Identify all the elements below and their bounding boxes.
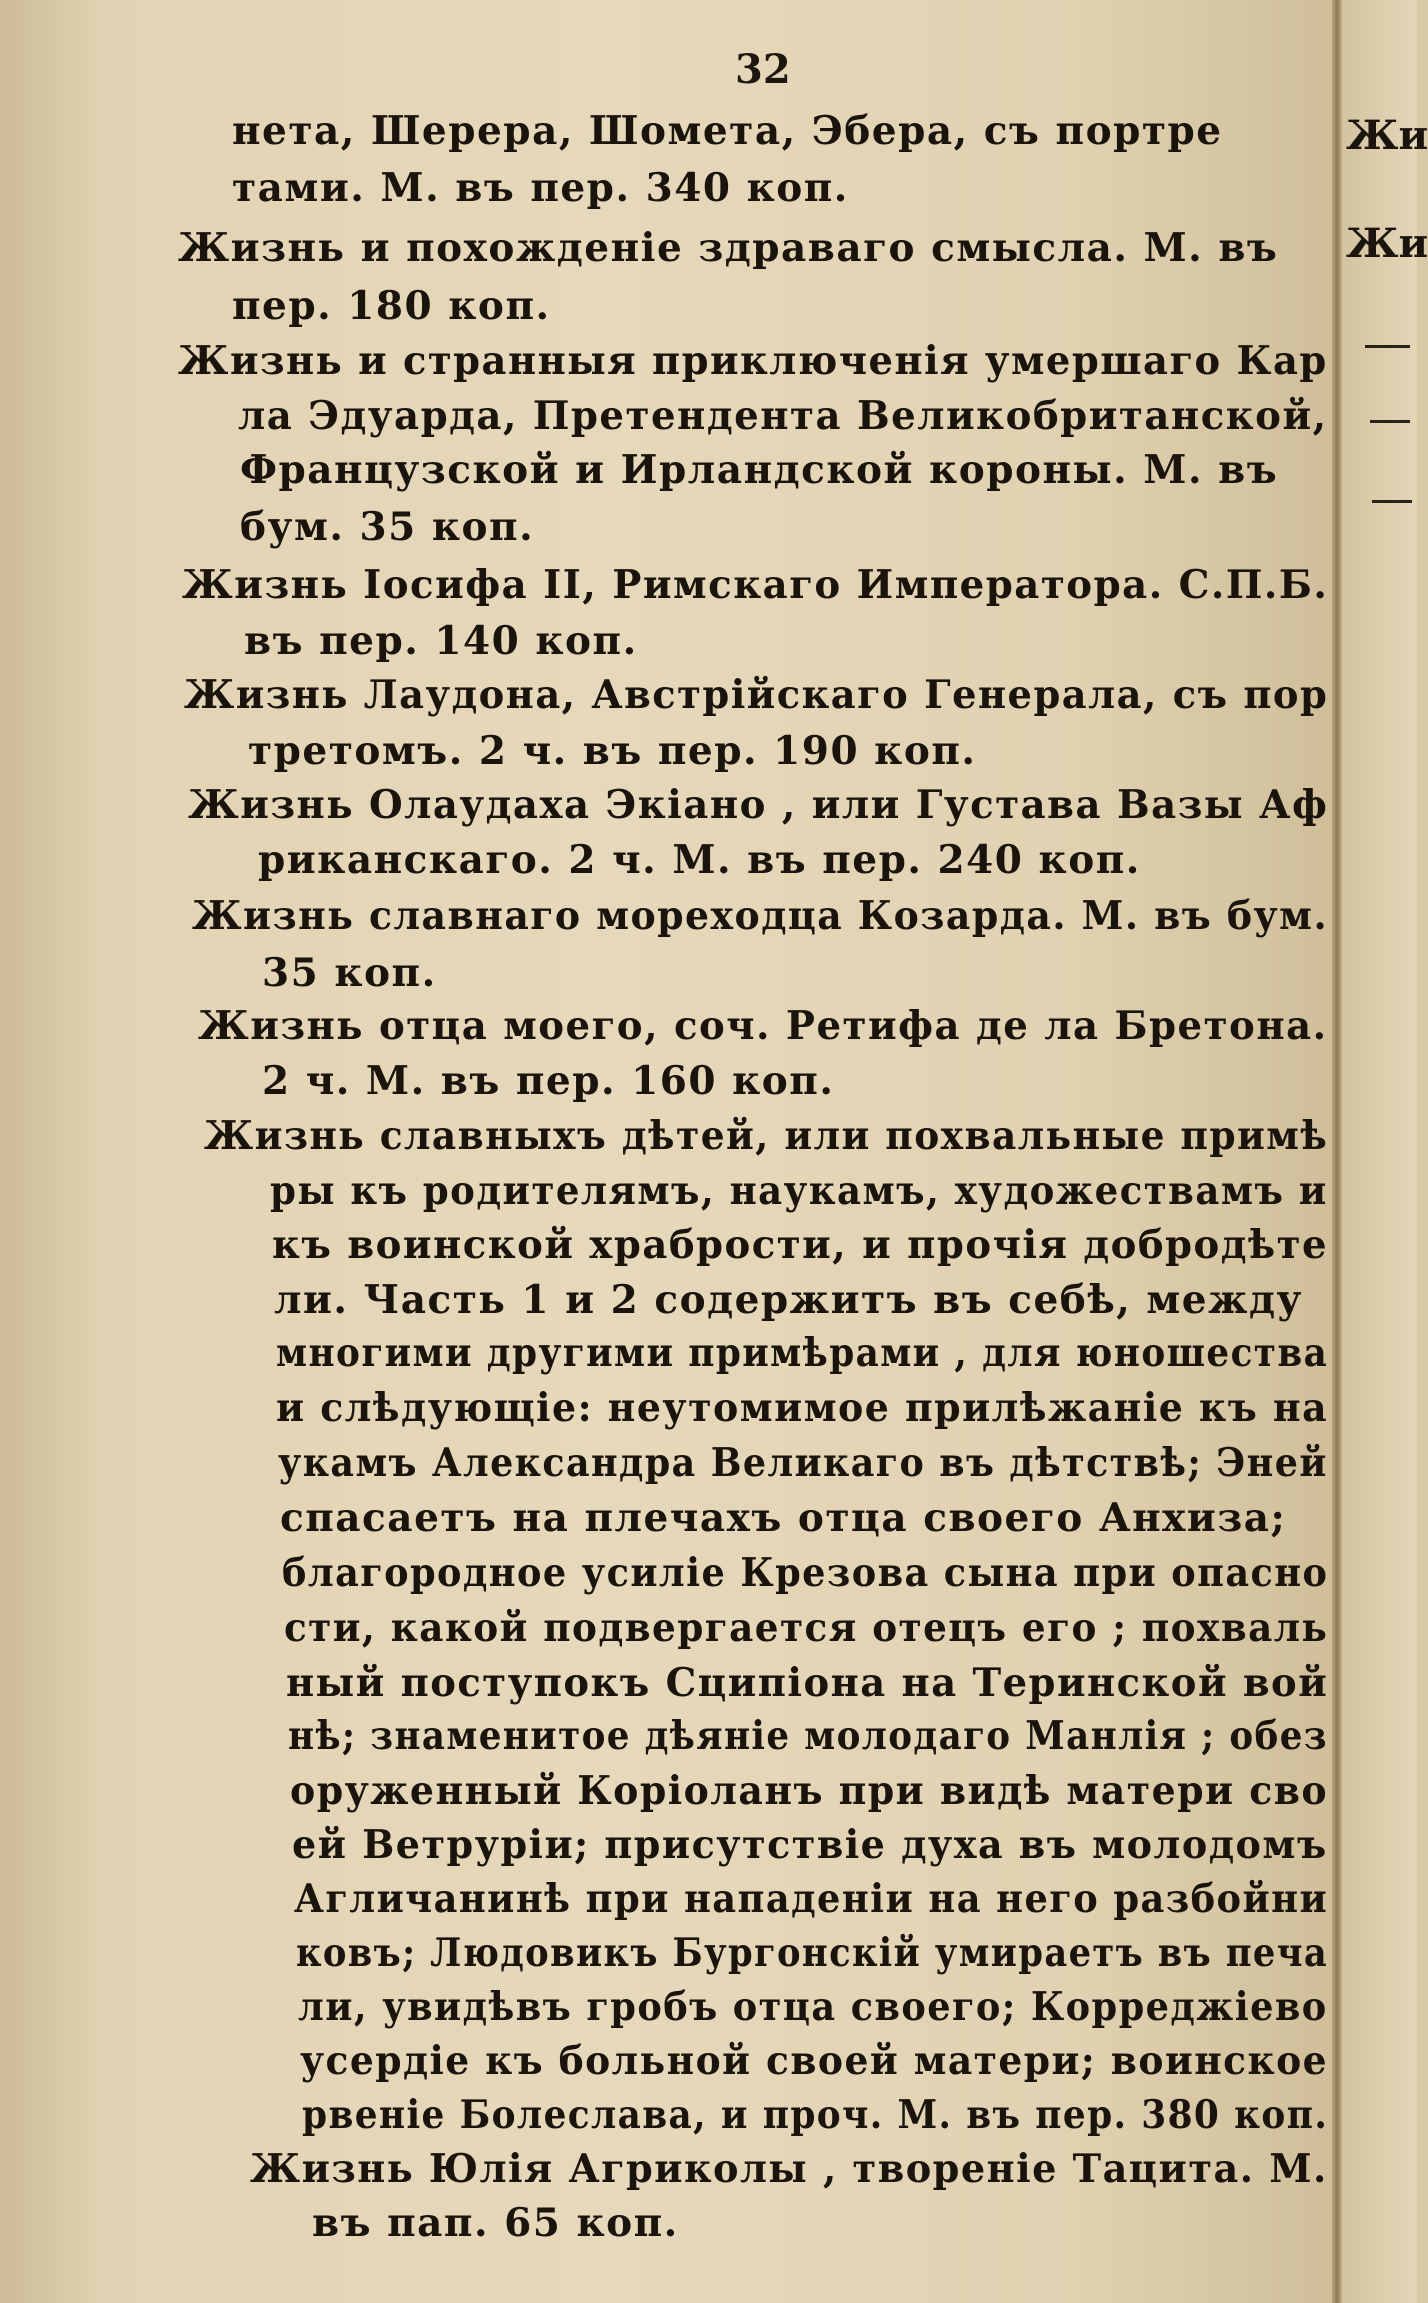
catalog-line: въ пер. 140 коп. [244,618,638,664]
catalog-line: спасаетъ на плечахъ отца своего Анхиза; [280,1495,1287,1541]
catalog-line: ли. Часть 1 и 2 содержитъ въ себѣ, между [274,1277,1303,1323]
catalog-line: благородное усиліе Крезова сына при опасно [282,1550,1329,1596]
catalog-line: Жизнь и странныя приключенія умершаго Кар [178,338,1328,384]
catalog-line: Агличанинѣ при нападеніи на него разбойни [294,1876,1329,1922]
next-page-dash [1365,345,1410,348]
catalog-line: нета, Шерера, Шомета, Эбера, съ портре [232,108,1223,154]
catalog-line: 2 ч. М. въ пер. 160 коп. [262,1058,835,1104]
next-page-fragment: Жи [1346,220,1428,267]
catalog-line: сти, какой подвергается отецъ его ; похваль [284,1605,1329,1651]
catalog-line: Жизнь славнаго мореходца Козарда. М. въ бум. [192,893,1329,939]
catalog-line: ла Эдуарда, Претендента Великобританской, [238,393,1328,439]
catalog-line: третомъ. 2 ч. въ пер. 190 коп. [248,728,977,774]
page-number: 32 [735,46,791,93]
catalog-line: ры къ родителямъ, наукамъ, художествамъ и [270,1168,1328,1214]
catalog-line: Жизнь и похожденіе здраваго смысла. М. въ [178,225,1279,271]
catalog-line: ный поступокъ Сципіона на Теринской вой [286,1660,1329,1706]
next-page-dash [1370,420,1410,423]
catalog-line: и слѣдующіе: неутомимое прилѣжаніе къ на [276,1385,1329,1431]
catalog-line: ей Ветруріи; присутствіе духа въ молодомъ [292,1822,1328,1868]
catalog-line: 35 коп. [262,950,437,996]
catalog-line: Жизнь славныхъ дѣтей, или похвальные примѣ [204,1113,1329,1159]
catalog-line: къ воинской храбрости, и прочія добродѣте [272,1222,1329,1268]
catalog-line: усердіе къ больной своей матери; воинское [300,2038,1329,2084]
catalog-line: Жизнь Олаудаха Экіано , или Густава Вазы Аф [188,782,1329,828]
catalog-line: Французской и Ирландской короны. М. въ [240,447,1279,493]
catalog-line: бум. 35 коп. [240,504,535,550]
next-page-fragment: Жи [1346,112,1428,159]
catalog-line: нѣ; знаменитое дѣяніе молодаго Манлія ; обез [288,1713,1328,1759]
catalog-line: Жизнь Іосифа II, Римскаго Императора. С.П.Б. [182,562,1329,608]
book-gutter [1332,0,1342,2303]
catalog-line: многими другими примѣрами , для юношества [276,1330,1329,1376]
catalog-line: ковъ; Людовикъ Бургонскій умираетъ въ печа [296,1930,1329,1976]
next-page-dash [1372,500,1412,503]
catalog-line: въ пап. 65 коп. [312,2200,679,2246]
catalog-line: пер. 180 коп. [232,283,551,329]
catalog-line: ли, увидѣвъ гробъ отца своего; Корреджіево [298,1984,1328,2030]
catalog-line: оруженный Коріоланъ при видѣ матери сво [290,1768,1329,1814]
catalog-line: Жизнь Лаудона, Австрійскаго Генерала, съ пор [184,672,1329,718]
catalog-line: риканскаго. 2 ч. М. въ пер. 240 коп. [258,837,1141,883]
catalog-line: тами. М. въ пер. 340 коп. [232,165,849,211]
catalog-line: Жизнь отца моего, соч. Ретифа де ла Бретона. [198,1003,1328,1049]
catalog-line: Жизнь Юлія Агриколы , твореніе Тацита. М. [250,2146,1328,2192]
catalog-line: укамъ Александра Великаго въ дѣтствѣ; Эней [278,1440,1328,1486]
catalog-line: рвеніе Болеслава, и проч. М. въ пер. 380 коп. [302,2092,1329,2138]
